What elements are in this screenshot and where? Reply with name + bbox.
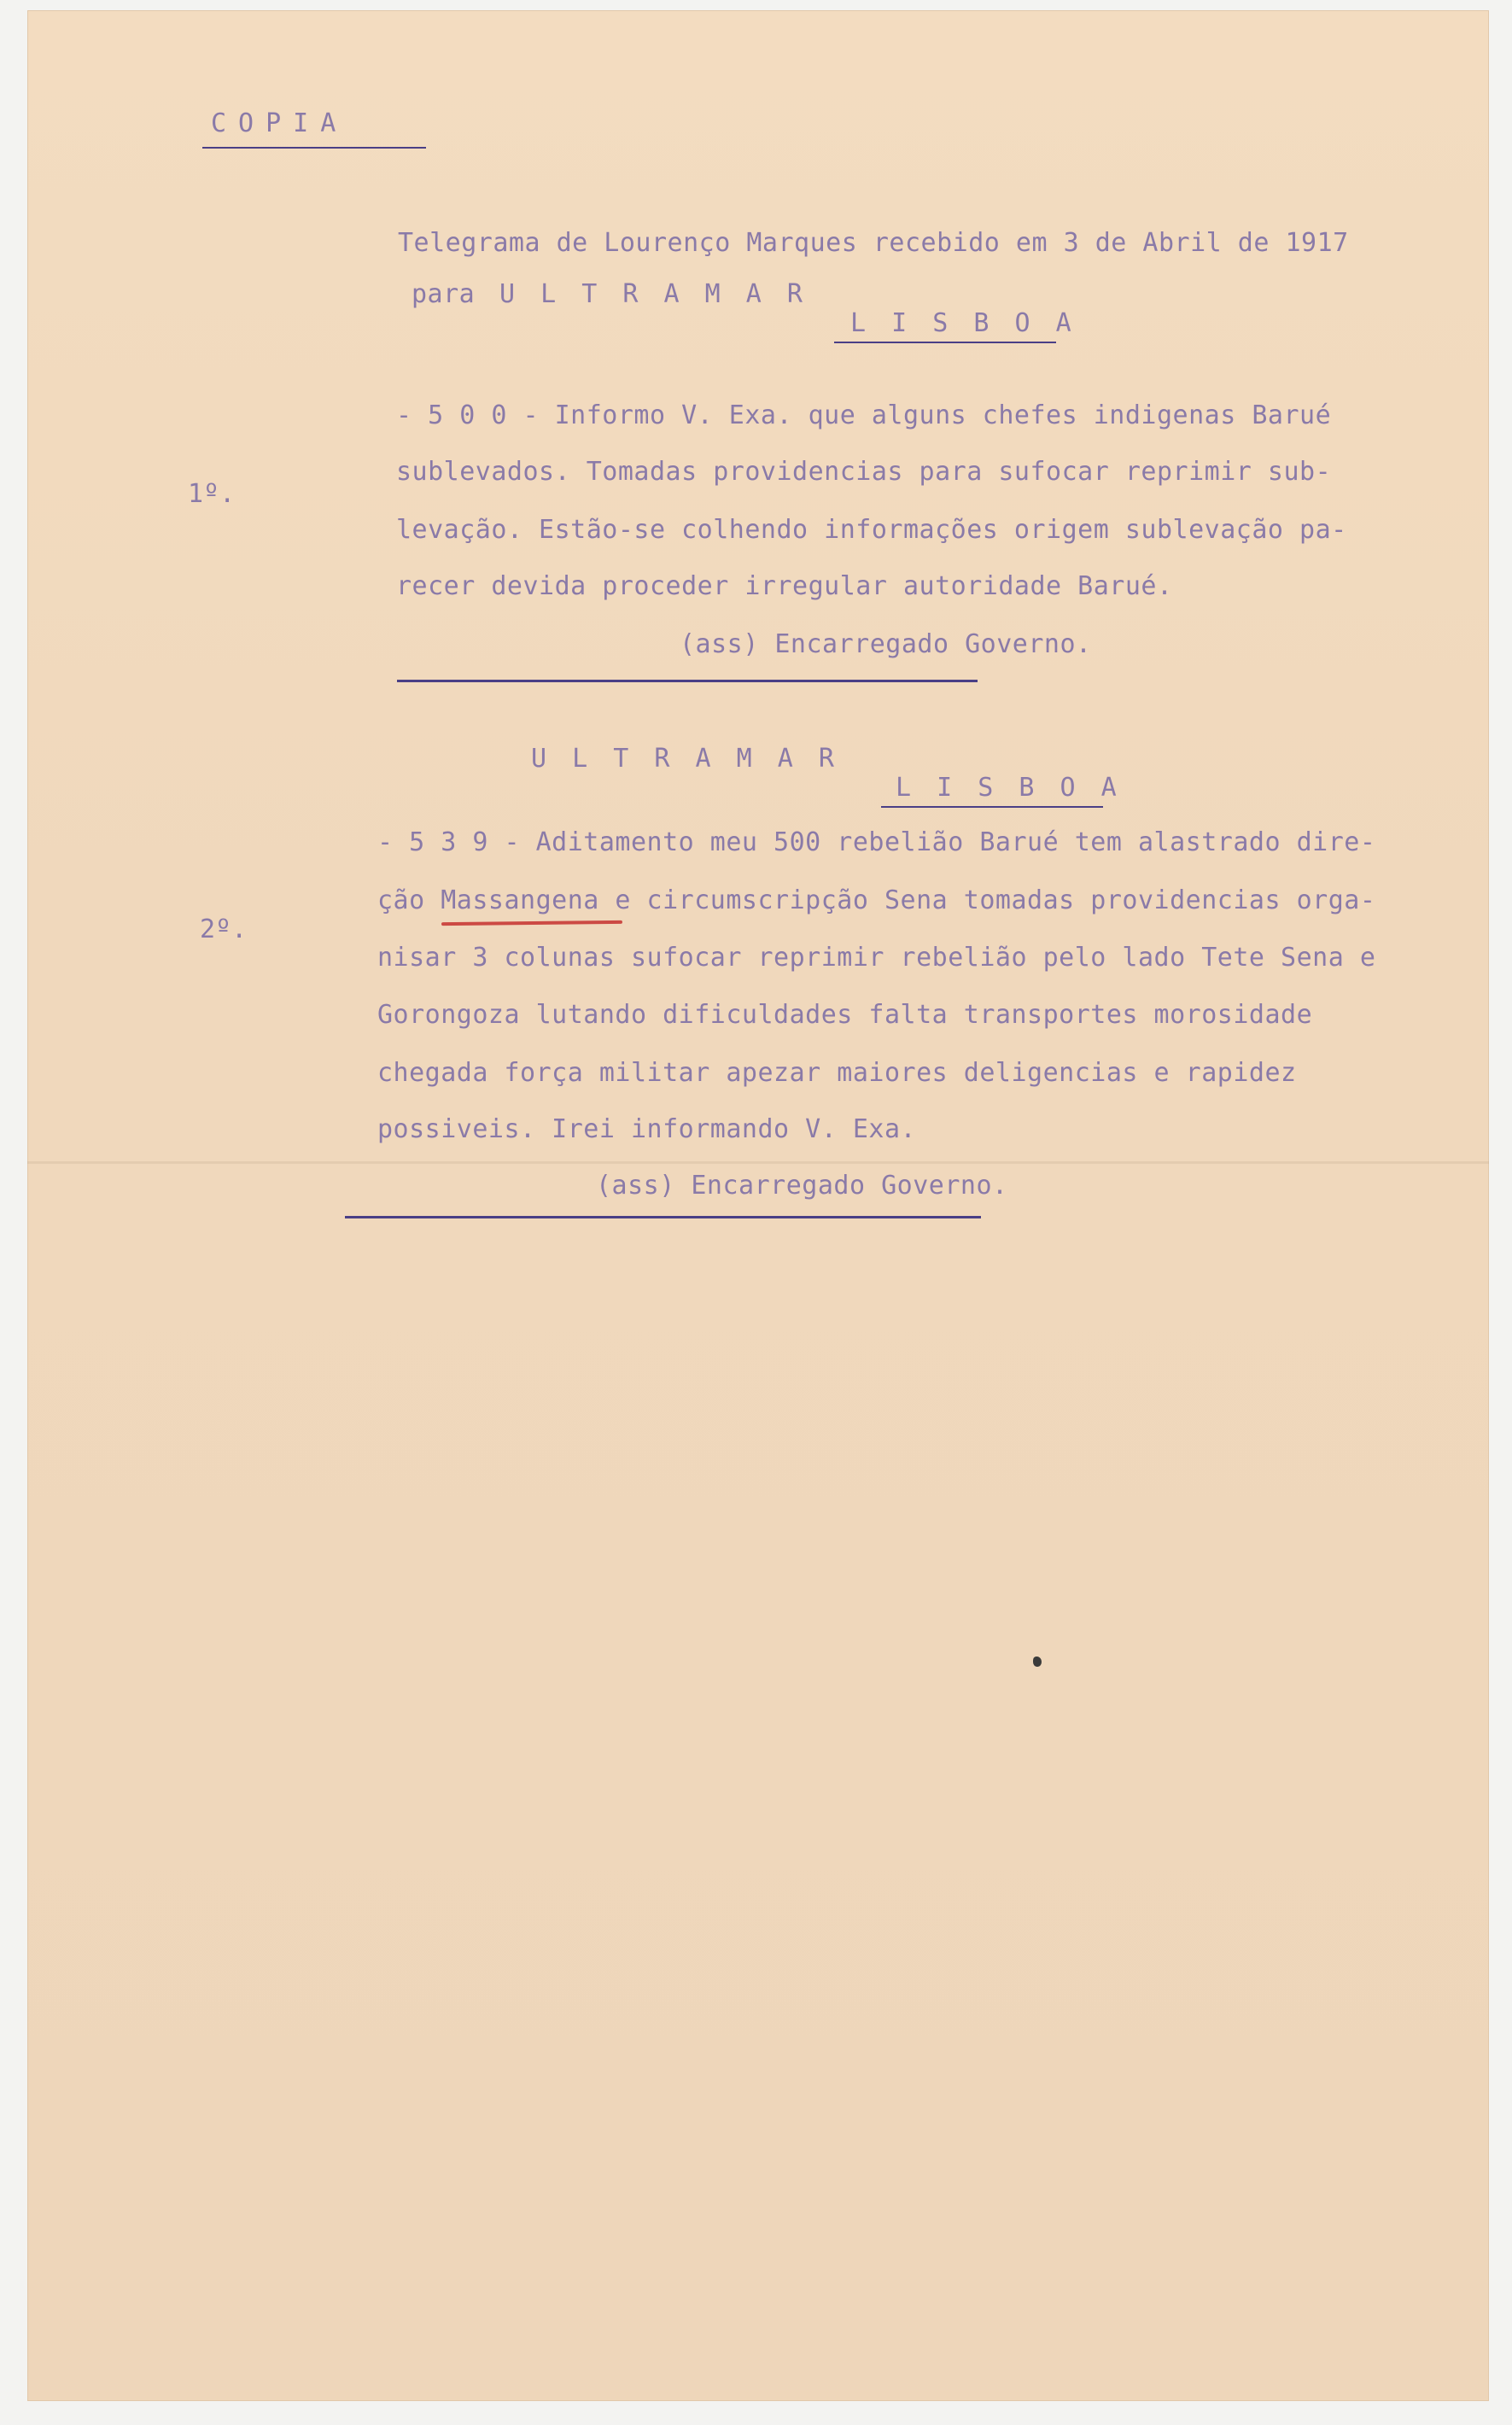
message2-number-label: 2º. <box>200 914 248 944</box>
message1-line-4: recer devida proceder irregular autoridade Barué. <box>396 571 1173 601</box>
message1-line-3: levação. Estão-se colhendo informações origem sublevação pa- <box>396 515 1347 545</box>
message1-signature: (ass) Encarregado Governo. <box>680 629 1092 659</box>
telegram-to: U L T R A M A R <box>499 279 808 309</box>
message2-line-4: Gorongoza lutando dificuldades falta transportes morosidade <box>377 1000 1313 1030</box>
message2-city-underline <box>881 806 1103 808</box>
place-name-red-underline <box>441 920 622 926</box>
message2-line-1: - 5 3 9 - Aditamento meu 500 rebelião Barué tem alastrado dire- <box>377 827 1376 857</box>
message2-separator <box>345 1216 981 1218</box>
message2-city: L I S B O A <box>896 773 1122 803</box>
message1-line-2: sublevados. Tomadas providencias para sufocar reprimir sub- <box>396 457 1332 487</box>
message2-line-3: nisar 3 colunas sufocar reprimir rebelião pelo lado Tete Sena e <box>377 943 1376 973</box>
message1-line-1: - 5 0 0 - Informo V. Exa. que alguns chefes indigenas Barué <box>396 400 1332 430</box>
telegram-city-underline <box>834 342 1056 343</box>
telegram-header-line: Telegrama de Lourenço Marques recebido em 3 de Abril de 1917 <box>398 228 1349 258</box>
message2-to: U L T R A M A R <box>531 744 839 774</box>
message2-line-2: ção Massangena e circumscripção Sena tomadas providencias orga- <box>377 885 1376 915</box>
message2-line-6: possiveis. Irei informando V. Exa. <box>377 1114 917 1144</box>
document-page <box>27 10 1489 2401</box>
message2-line-5: chegada força militar apezar maiores deligencias e rapidez <box>377 1058 1297 1088</box>
telegram-city: L I S B O A <box>850 308 1077 338</box>
heading-underline <box>202 147 426 149</box>
message1-number-label: 1º. <box>188 479 236 509</box>
message1-separator <box>397 680 978 682</box>
telegram-to-prefix: para <box>412 279 476 309</box>
ink-speck <box>1033 1657 1042 1667</box>
message2-signature: (ass) Encarregado Governo. <box>596 1171 1008 1201</box>
heading-copia: COPIA <box>211 108 348 138</box>
